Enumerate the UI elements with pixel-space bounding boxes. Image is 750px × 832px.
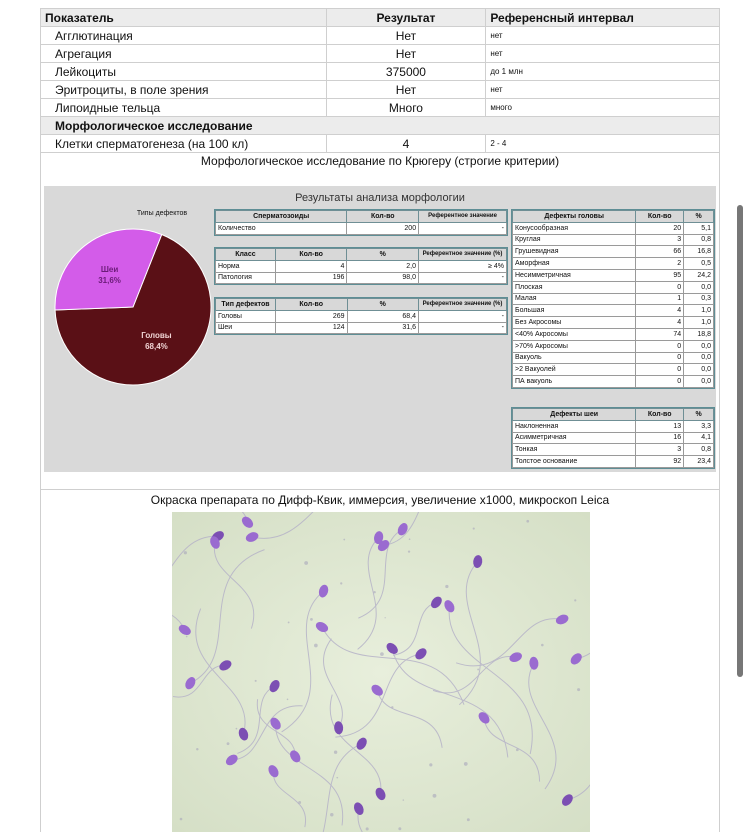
stain-caption: Окраска препарата по Дифф-Квик, иммерсия, увеличение х1000, микроскоп Leica: [150, 493, 610, 507]
class-label: Норма: [216, 260, 276, 272]
head-defects-header-count: Кол-во: [636, 211, 684, 223]
row-indicator: Агглютинация: [41, 27, 327, 45]
defect-count: 95: [636, 269, 684, 281]
debris-particle: [385, 617, 386, 618]
defect-count: 13: [636, 420, 684, 432]
table-row: [513, 234, 714, 246]
table-row: [513, 376, 714, 388]
defect-pct: 4,1: [684, 432, 714, 444]
defect-count: 2: [636, 258, 684, 270]
defect-type-label: Шеи: [216, 322, 276, 334]
debris-particle: [541, 644, 544, 647]
report-title: Результаты анализа морфологии: [295, 192, 465, 204]
table-row: [513, 364, 714, 376]
debris-particle: [516, 748, 519, 751]
defect-type-ref: -: [419, 310, 507, 322]
head-defects-header-pct: %: [684, 211, 714, 223]
row-reference: нет: [486, 27, 720, 45]
debris-particle: [343, 539, 345, 541]
debris-particle: [373, 591, 375, 593]
defect-count: 0: [636, 340, 684, 352]
debris-particle: [433, 794, 437, 798]
table-row: [513, 328, 714, 340]
microscope-image: [172, 512, 590, 832]
neck-defects-header-label: Дефекты шеи: [513, 409, 636, 421]
defect-pct: 5,1: [684, 222, 714, 234]
defect-count: 0: [636, 352, 684, 364]
class-table: [215, 248, 507, 284]
table-row: [513, 281, 714, 293]
class-pct: 2,0: [347, 260, 419, 272]
count-table-header: [216, 211, 507, 223]
defect-type-table: [215, 298, 507, 334]
debris-particle: [227, 742, 230, 745]
section-divider: [40, 489, 720, 490]
debris-particle: [464, 762, 468, 766]
table-row: [513, 246, 714, 258]
defect-type-count: 124: [275, 322, 347, 334]
row-reference: много: [486, 99, 720, 117]
defect-pct: 24,2: [684, 269, 714, 281]
defect-count: 3: [636, 444, 684, 456]
count-value: 200: [347, 222, 419, 234]
debris-particle: [336, 777, 338, 779]
defect-type-header-pct: %: [347, 299, 418, 311]
head-defects-rows: [513, 222, 714, 387]
defect-count: 1: [636, 293, 684, 305]
head-defects-table: [512, 210, 714, 388]
class-pct: 98,0: [347, 272, 419, 284]
debris-particle: [180, 818, 183, 821]
defect-count: 16: [636, 432, 684, 444]
defect-label: Конусообразная: [513, 222, 636, 234]
debris-particle: [574, 599, 576, 601]
debris-particle: [304, 561, 308, 565]
defect-label: Плоская: [513, 281, 636, 293]
defect-count: 4: [636, 305, 684, 317]
debris-particle: [408, 550, 410, 552]
defect-pct: 0,0: [684, 352, 714, 364]
defect-pct: 0,0: [684, 340, 714, 352]
row-indicator: Лейкоциты: [41, 63, 327, 81]
debris-particle: [391, 706, 393, 708]
debris-particle: [429, 763, 432, 766]
debris-particle: [186, 636, 188, 638]
table-row: [216, 322, 507, 334]
pie-value-label: 31,6%: [98, 275, 121, 285]
defect-pct: 0,5: [684, 258, 714, 270]
debris-particle: [298, 801, 301, 804]
defect-pct: 1,0: [684, 317, 714, 329]
defect-pct: 3,3: [684, 420, 714, 432]
count-label: Количество: [216, 222, 347, 234]
defect-label: <40% Акросомы: [513, 328, 636, 340]
defect-count: 4: [636, 317, 684, 329]
defect-type-ref: -: [419, 322, 507, 334]
table-row: [513, 352, 714, 364]
table-row: [216, 272, 507, 284]
row-result: Много: [326, 99, 486, 117]
table-row: [513, 420, 714, 432]
head-defects-header: [513, 211, 714, 223]
row-reference: нет: [486, 81, 720, 99]
debris-particle: [467, 818, 470, 821]
section-title: Морфологическое исследование: [41, 117, 720, 135]
defect-label: >2 Вакуолей: [513, 364, 636, 376]
debris-particle: [340, 582, 342, 584]
pie-title: Типы дефектов: [136, 210, 188, 217]
scrollbar[interactable]: [737, 205, 743, 677]
neck-defects-header-count: Кол-во: [636, 409, 684, 421]
count-header-value: Кол-во: [347, 211, 419, 223]
defect-label: Большая: [513, 305, 636, 317]
pie-value-label: 68,4%: [145, 342, 168, 352]
class-count: 4: [275, 260, 347, 272]
defect-label: Толстое основание: [513, 456, 636, 468]
table-row: [216, 222, 507, 234]
defect-label: Малая: [513, 293, 636, 305]
row-result: 4: [326, 135, 486, 153]
debris-particle: [445, 585, 448, 588]
row-indicator: Эритроциты, в поле зрения: [41, 81, 327, 99]
table-row: [41, 99, 720, 117]
defect-type-count: 269: [275, 310, 347, 322]
count-table: [215, 210, 507, 235]
morphology-report: [44, 186, 716, 472]
debris-particle: [236, 728, 238, 730]
debris-particle: [184, 551, 187, 554]
defect-type-pct: 31,6: [347, 322, 418, 334]
neck-defects-rows: [513, 420, 714, 467]
defect-pct: 0,3: [684, 293, 714, 305]
section-header: [41, 117, 720, 135]
class-count: 196: [275, 272, 347, 284]
neck-defects-header-pct: %: [684, 409, 714, 421]
defect-label: Тонкая: [513, 444, 636, 456]
row-reference: 2 - 4: [486, 135, 720, 153]
debris-particle: [334, 751, 337, 754]
debris-particle: [403, 799, 404, 800]
neck-defects-table: [512, 408, 714, 468]
defect-type-pct: 68,4: [347, 310, 418, 322]
table-row: [513, 456, 714, 468]
head-defects-header-label: Дефекты головы: [513, 211, 636, 223]
class-ref: -: [419, 272, 507, 284]
row-result: Нет: [326, 45, 486, 63]
table-row: [513, 269, 714, 281]
defect-label: Без Акросомы: [513, 317, 636, 329]
class-label: Патология: [216, 272, 276, 284]
count-header-label: Сперматозоиды: [216, 211, 347, 223]
table-row: [513, 293, 714, 305]
table-row: [216, 260, 507, 272]
defect-count: 0: [636, 364, 684, 376]
defect-label: ПА вакуоль: [513, 376, 636, 388]
header-result: Результат: [326, 9, 486, 27]
table-row: [41, 81, 720, 99]
count-header-ref: Референтное значение: [419, 211, 507, 223]
row-result: Нет: [326, 27, 486, 45]
defect-type-header-ref: Референтное значение (%): [419, 299, 507, 311]
results-table: [40, 8, 720, 153]
table-row: [513, 432, 714, 444]
debris-particle: [398, 827, 401, 830]
defect-label: Круглая: [513, 234, 636, 246]
row-indicator: Агрегация: [41, 45, 327, 63]
defect-types-pie-chart: [48, 222, 218, 392]
count-ref: -: [419, 222, 507, 234]
class-header-count: Кол-во: [275, 249, 347, 261]
kruger-caption: Морфологическое исследование по Крюгеру (строгие критерии): [200, 154, 560, 168]
table-row: [513, 340, 714, 352]
debris-particle: [577, 688, 580, 691]
defect-type-header-count: Кол-во: [275, 299, 347, 311]
defect-type-header-label: Тип дефектов: [216, 299, 276, 311]
debris-particle: [196, 748, 198, 750]
debris-particle: [287, 699, 289, 701]
row-indicator: Липоидные тельца: [41, 99, 327, 117]
table-row: [41, 63, 720, 81]
class-header-pct: %: [347, 249, 419, 261]
defect-count: 20: [636, 222, 684, 234]
defect-count: 0: [636, 376, 684, 388]
debris-particle: [380, 652, 384, 656]
defect-count: 66: [636, 246, 684, 258]
defect-label: Несимметричная: [513, 269, 636, 281]
results-table-header: [41, 9, 720, 27]
row-reference: до 1 млн: [486, 63, 720, 81]
debris-particle: [330, 813, 333, 816]
class-header-label: Класс: [216, 249, 276, 261]
debris-particle: [518, 652, 519, 653]
defect-label: >70% Акросомы: [513, 340, 636, 352]
defect-label: Наклоненная: [513, 420, 636, 432]
defect-pct: 0,0: [684, 364, 714, 376]
table-row: [41, 45, 720, 63]
pie-label: Головы: [141, 331, 172, 341]
debris-particle: [366, 827, 369, 830]
debris-particle: [409, 538, 411, 540]
table-row: [513, 258, 714, 270]
defect-count: 0: [636, 281, 684, 293]
debris-particle: [310, 618, 313, 621]
row-result: Нет: [326, 81, 486, 99]
debris-particle: [288, 621, 290, 623]
row-indicator: Клетки сперматогенеза (на 100 кл): [41, 135, 327, 153]
pie-label: Шеи: [100, 264, 119, 274]
debris-particle: [473, 527, 475, 529]
defect-label: Вакуоль: [513, 352, 636, 364]
class-header-ref: Референтное значение (%): [419, 249, 507, 261]
defect-label: Аморфная: [513, 258, 636, 270]
header-indicator: Показатель: [41, 9, 327, 27]
defect-count: 74: [636, 328, 684, 340]
class-ref: ≥ 4%: [419, 260, 507, 272]
defect-count: 92: [636, 456, 684, 468]
table-row: [513, 317, 714, 329]
defect-pct: 0,8: [684, 444, 714, 456]
debris-particle: [477, 669, 479, 671]
table-row: [513, 222, 714, 234]
debris-particle: [255, 680, 257, 682]
neck-defects-header: [513, 409, 714, 421]
table-row: [513, 305, 714, 317]
table-row: [513, 444, 714, 456]
defect-pct: 18,8: [684, 328, 714, 340]
defect-label: Грушевидная: [513, 246, 636, 258]
defect-count: 3: [636, 234, 684, 246]
defect-pct: 0,0: [684, 376, 714, 388]
defect-pct: 16,8: [684, 246, 714, 258]
defect-type-table-header: [216, 299, 507, 311]
table-row: [216, 310, 507, 322]
debris-particle: [314, 644, 318, 648]
table-row: [41, 27, 720, 45]
row-result: 375000: [326, 63, 486, 81]
defect-pct: 23,4: [684, 456, 714, 468]
header-reference: Референсный интервал: [486, 9, 720, 27]
debris-particle: [526, 520, 529, 523]
defect-pct: 0,8: [684, 234, 714, 246]
defect-label: Асимметричная: [513, 432, 636, 444]
class-table-header: [216, 249, 507, 261]
defect-type-label: Головы: [216, 310, 276, 322]
row-reference: нет: [486, 45, 720, 63]
defect-pct: 0,0: [684, 281, 714, 293]
defect-pct: 1,0: [684, 305, 714, 317]
